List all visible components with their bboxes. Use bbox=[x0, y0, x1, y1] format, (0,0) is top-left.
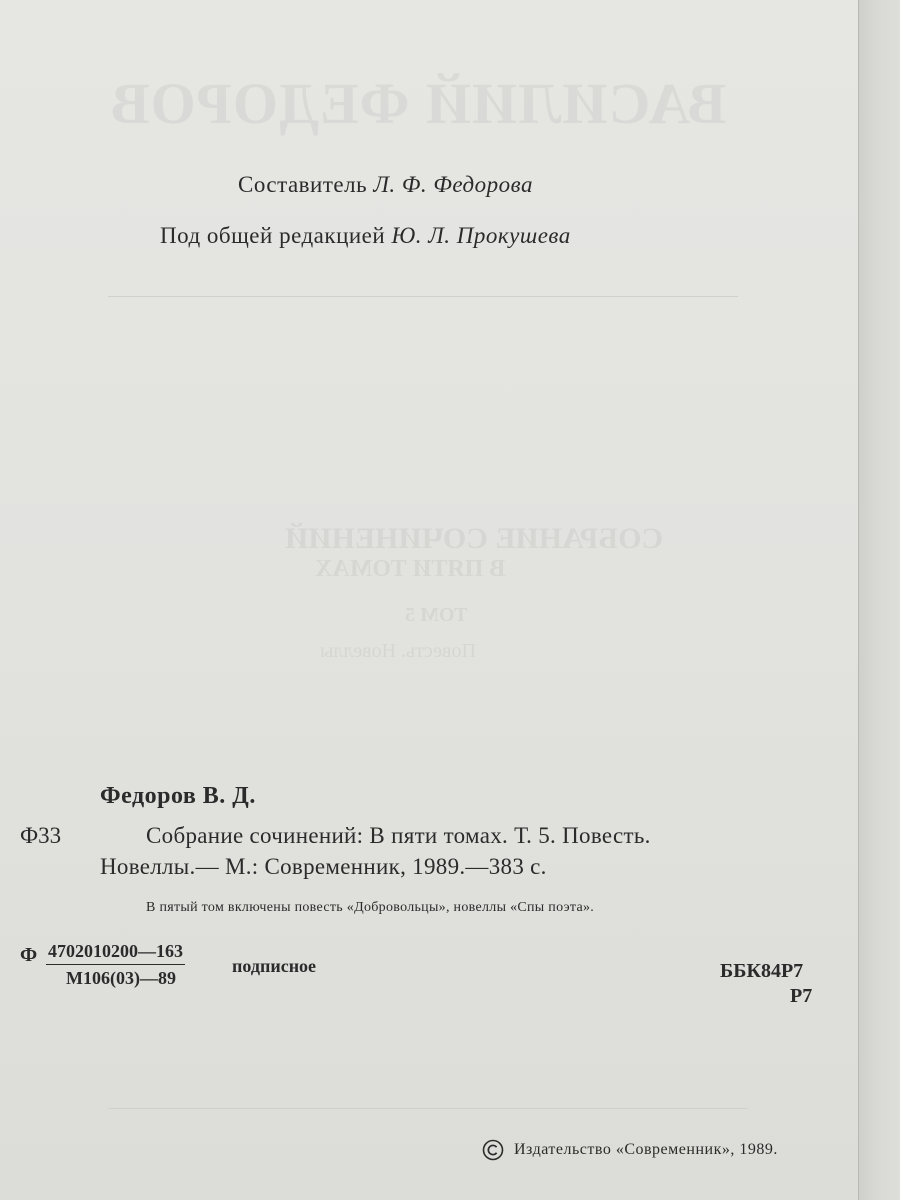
bbk-code: ББК84Р7 bbox=[720, 960, 804, 982]
editor-credit bbox=[160, 223, 571, 249]
index-denominator: М106(03)—89 bbox=[66, 968, 176, 988]
bottom-divider bbox=[108, 1108, 748, 1109]
index-numerator: 4702010200—163 bbox=[46, 941, 185, 965]
catalog-bib-line-2: Новеллы.— М.: Современник, 1989.—383 с. bbox=[100, 854, 547, 879]
copyright-text: Издательство «Современник», 1989. bbox=[514, 1141, 778, 1158]
catalog-annotation: В пятый том включены повесть «Добровольцы», новеллы «Спы поэта». bbox=[146, 900, 595, 915]
opposite-page-edge bbox=[858, 0, 900, 1200]
index-fraction bbox=[46, 941, 185, 989]
index-letter: Ф bbox=[20, 944, 38, 966]
subscription-label: подписное bbox=[232, 956, 317, 976]
catalog-bib-line-1: Собрание сочинений: В пяти томах. Т. 5. Повесть. bbox=[146, 823, 651, 848]
catalog-code: Ф33 bbox=[20, 823, 62, 848]
editor-name: Ю. Л. Прокушева bbox=[391, 223, 571, 248]
compiler-credit bbox=[238, 172, 533, 198]
show-through-heading: СОБРАНИЕ СОЧИНЕНИЙ bbox=[285, 522, 664, 555]
show-through-subheading: В ПЯТИ ТОМАХ bbox=[315, 556, 506, 582]
bbk-subcode: Р7 bbox=[790, 985, 813, 1007]
show-through-title: ВАСИЛИЙ ФЕДОРОВ bbox=[110, 71, 727, 136]
editor-label: Под общей редакцией bbox=[160, 223, 386, 248]
show-through-contents: Повесть. Новеллы bbox=[320, 640, 476, 662]
compiler-label: Составитель bbox=[238, 172, 368, 197]
show-through-volume: ТОМ 5 bbox=[405, 604, 468, 626]
divider-line bbox=[108, 296, 738, 297]
compiler-name: Л. Ф. Федорова bbox=[373, 172, 533, 197]
copyright-icon bbox=[482, 1139, 504, 1161]
copyright-notice bbox=[482, 1139, 778, 1161]
catalog-author: Федоров В. Д. bbox=[100, 783, 256, 809]
